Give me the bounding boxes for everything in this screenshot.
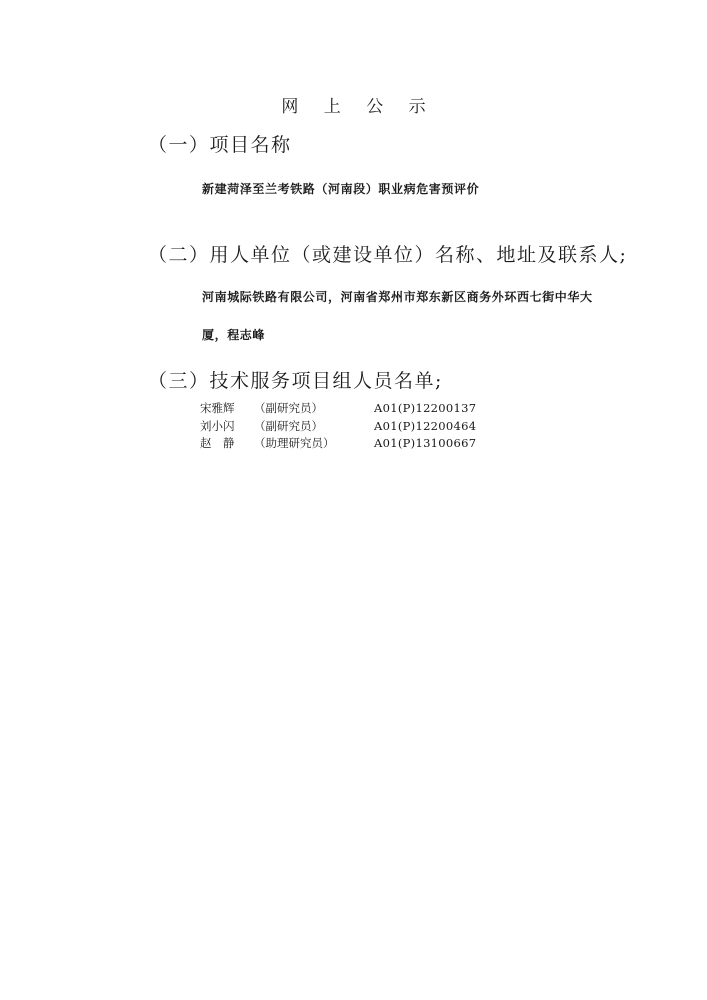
- staff-row: [200, 400, 476, 418]
- staff-id: A01(P)12200464: [374, 418, 477, 433]
- employer-info-line-2: 厦，程志峰: [202, 328, 266, 342]
- section-heading-employer: （二）用人单位（或建设单位）名称、地址及联系人;: [148, 244, 628, 266]
- staff-title: （助理研究员）: [254, 436, 335, 450]
- staff-id: A01(P)12200137: [374, 401, 477, 415]
- staff-id: A01(P)13100667: [374, 436, 477, 450]
- page-title: 网 上 公 示: [281, 97, 436, 117]
- staff-title: （副研究员）: [254, 418, 323, 433]
- section-heading-project-name: （一）项目名称: [148, 134, 292, 156]
- staff-list: [200, 400, 476, 453]
- employer-info-line-1: 河南城际铁路有限公司，河南省郑州市郑东新区商务外环西七街中华大: [202, 290, 593, 304]
- staff-name: 刘小闪: [200, 418, 235, 433]
- project-name-text: 新建菏泽至兰考铁路（河南段）职业病危害预评价: [202, 182, 480, 196]
- staff-row: [200, 418, 476, 436]
- staff-title: （副研究员）: [254, 401, 323, 415]
- staff-name: 赵 静: [200, 436, 235, 450]
- section-heading-staff: （三）技术服务项目组人员名单;: [148, 370, 443, 392]
- staff-row: [200, 435, 476, 453]
- staff-name: 宋雅辉: [200, 401, 235, 415]
